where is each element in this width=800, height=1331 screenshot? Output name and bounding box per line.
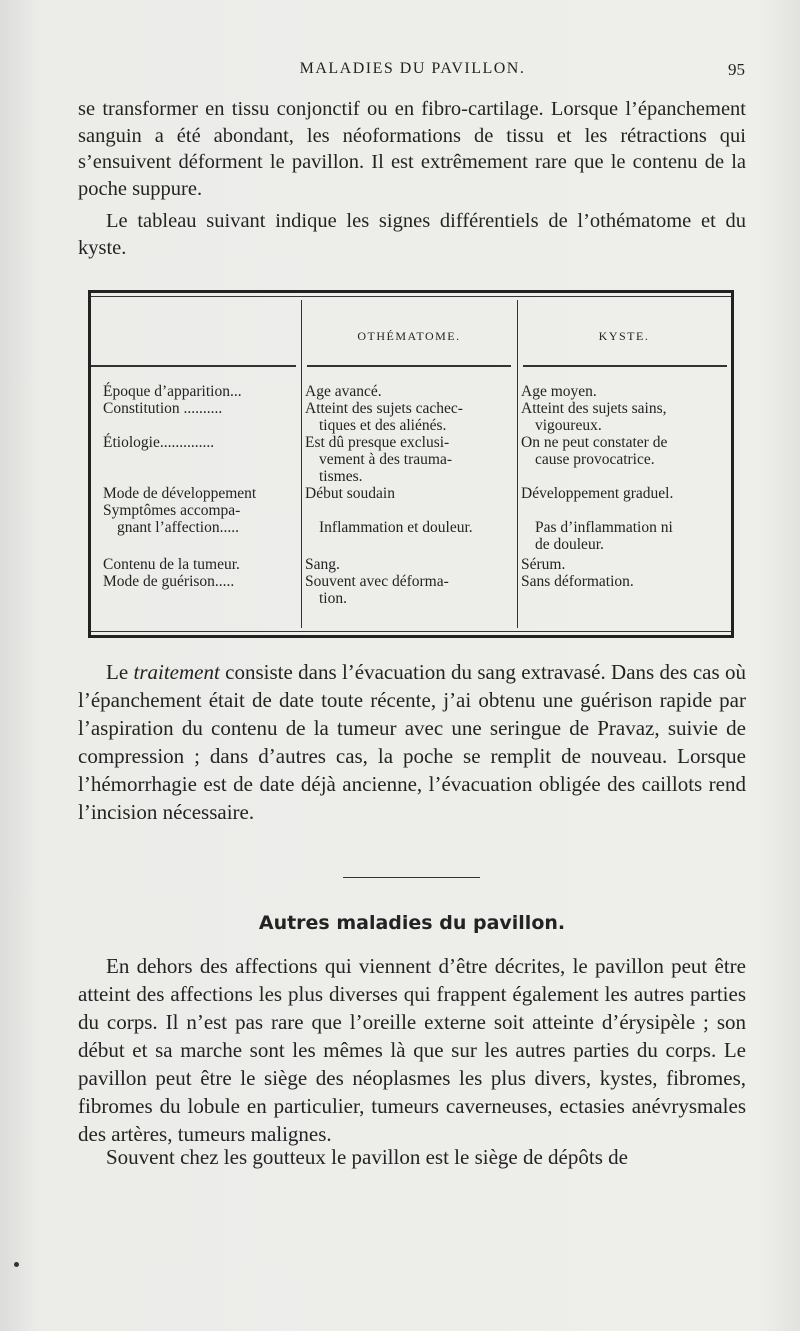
treatment-emphasis: traitement: [133, 660, 220, 684]
row-label: [103, 383, 299, 400]
othematome-cell-line: Souvent avec déforma-: [305, 573, 449, 590]
row-label-line: gnant l’affection.....: [117, 519, 239, 536]
othematome-cell-line: Atteint des sujets cachec-: [305, 400, 463, 417]
othematome-cell: [305, 485, 515, 502]
treatment-text-rest: consiste dans l’évacuation du sang extravasé. Dans des cas où l’épanchement était de date toute récente, j’ai obtenu une guérison rapide par l’aspiration du contenu de la tumeur avec une seringue de Pravaz, suivie de compression ; dans d’autres cas, la poche se remplit de nouveau. Lorsque l’hémorrhagie est de date déjà ancienne, l’évacuation obligée des caillots rend l’incision nécessaire.: [78, 660, 746, 824]
kyste-cell: [521, 383, 729, 400]
treatment-text-start: Le: [106, 660, 134, 684]
row-label-line: Mode de développement: [103, 485, 257, 502]
page-number: 95: [728, 60, 745, 79]
othematome-cell-line: tismes.: [319, 468, 363, 485]
row-label-line: Mode de guérison.....: [103, 573, 235, 590]
paragraph-2: Le tableau suivant indique les signes différentiels de l’othématome et du kyste.: [78, 210, 746, 259]
othematome-cell: [305, 383, 515, 400]
kyste-cell-line: de douleur.: [535, 536, 604, 553]
kyste-cell: [521, 502, 729, 553]
paragraph-treatment: [78, 658, 746, 826]
othematome-cell-line: Est dû presque exclusi-: [305, 434, 450, 451]
othematome-cell: [305, 400, 515, 434]
paragraph-gout: Souvent chez les goutteux le pavillon est le siège de dépôts de: [106, 1145, 628, 1169]
kyste-cell: [521, 434, 729, 468]
othematome-cell-line: [305, 502, 515, 519]
othematome-cell-line: Inflammation et douleur.: [319, 519, 473, 536]
row-label-line: Contenu de la tumeur.: [103, 556, 240, 573]
table-header-rule-3: [523, 365, 727, 367]
othematome-cell: [305, 502, 515, 536]
row-label: [103, 573, 299, 590]
othematome-cell-line: tiques et des aliénés.: [319, 417, 447, 434]
othematome-cell-line: vement à des trauma-: [319, 451, 452, 468]
kyste-cell-line: Pas d’inflammation ni: [535, 519, 673, 536]
row-label: [103, 485, 299, 502]
column-header-othematome: OTHÉMATOME.: [357, 329, 461, 343]
kyste-cell-line: [521, 502, 729, 519]
row-label-line: Constitution ..........: [103, 400, 223, 417]
column-header-kyste: KYSTE.: [598, 329, 650, 343]
othematome-cell-line: tion.: [319, 590, 347, 607]
othematome-cell: [305, 573, 515, 607]
row-label: [103, 556, 299, 573]
kyste-cell-line: On ne peut constater de: [521, 434, 668, 451]
kyste-cell-line: vigoureux.: [535, 417, 602, 434]
section-divider: [343, 877, 480, 878]
table-header-rule-1: [91, 365, 296, 367]
row-label: [103, 502, 299, 536]
kyste-cell: [521, 485, 729, 502]
table-column-divider-2: [517, 300, 518, 628]
kyste-cell-line: Sérum.: [521, 556, 566, 573]
kyste-cell: [521, 573, 729, 590]
row-label-line: Symptômes accompa-: [103, 502, 241, 519]
table-column-divider-1: [301, 300, 302, 628]
othematome-cell: [305, 434, 515, 485]
kyste-cell-line: Développement graduel.: [521, 485, 674, 502]
kyste-cell-line: Sans déformation.: [521, 573, 634, 590]
othematome-cell: [305, 556, 515, 573]
ink-spot: [14, 1262, 19, 1267]
page-header: [80, 60, 745, 86]
running-title: MALADIES DU PAVILLON.: [299, 60, 526, 77]
row-label: [103, 400, 299, 417]
othematome-cell-line: Sang.: [305, 556, 340, 573]
paragraph-other-diseases: En dehors des affections qui viennent d’être décrites, le pavillon peut être atteint des affections les plus diverses qui frappent également les autres parties du corps. Il n’est pas rare que l’oreille externe soit atteinte d’érysipèle ; son début et sa marche sont les mêmes là que sur les autres parties du corps. Le pavillon peut être le siège des néoplasmes les plus divers, kystes, fibromes, fibromes du lobule en particulier, tumeurs caverneuses, ectasies anévrysmales des artères, tumeurs malignes.: [78, 954, 746, 1146]
row-label: [103, 434, 299, 451]
othematome-cell-line: Age avancé.: [305, 383, 382, 400]
kyste-cell: [521, 400, 729, 434]
table-header-rule-2: [307, 365, 511, 367]
kyste-cell: [521, 556, 729, 573]
row-label-line: Époque d’apparition...: [103, 383, 242, 400]
section-heading: Autres maladies du pavillon.: [258, 912, 566, 934]
kyste-cell-line: Atteint des sujets sains,: [521, 400, 667, 417]
differential-table: [88, 290, 734, 638]
kyste-cell-line: Age moyen.: [521, 383, 597, 400]
kyste-cell-line: cause provocatrice.: [535, 451, 655, 468]
row-label-line: Étiologie..............: [103, 434, 215, 451]
othematome-cell-line: Début soudain: [305, 485, 395, 502]
paragraph-1: se transformer en tissu conjonctif ou en fibro-cartilage. Lorsque l’épanchement sanguin a été abondant, les néoformations de tissu et les rétractions qui s’ensuivent déforment le pavillon. Il est extrêmement rare que le contenu de la poche suppure.: [78, 98, 746, 200]
